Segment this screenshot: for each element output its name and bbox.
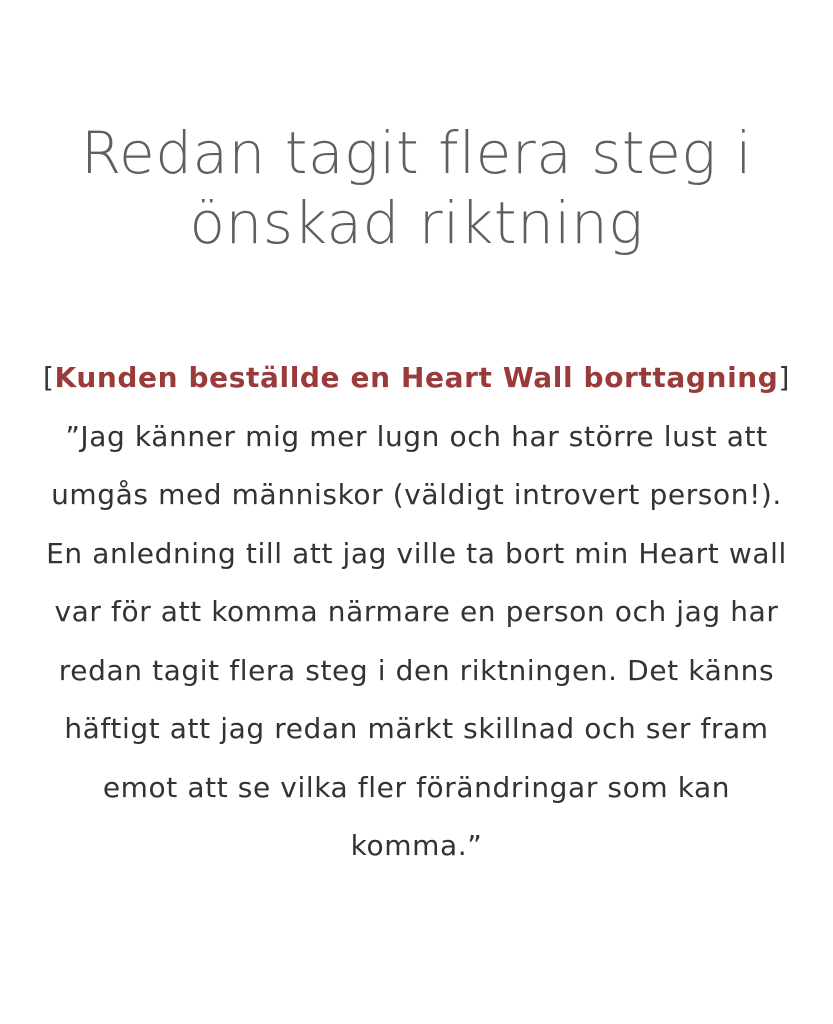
close-bracket: ]	[778, 361, 790, 394]
title-line-2: önskad riktning	[189, 189, 644, 257]
title-line-1: Redan tagit flera steg i	[80, 119, 753, 187]
page-title	[40, 118, 793, 258]
open-bracket: [	[43, 361, 55, 394]
quote-text: ”Jag känner mig mer lugn och har större lust att umgås med människor (väldigt introvert person!). En anledning till att jag ville ta bort min Heart wall var för att komma närmare en person och jag har redan tagit flera steg i den riktningen. Det känns häftigt att jag redan märkt skillnad och ser fram emot att se vilka fler förändringar som kan komma.”	[46, 419, 787, 862]
service-label: Kunden beställde en Heart Wall borttagning	[54, 361, 779, 394]
testimonial-quote	[40, 349, 793, 876]
